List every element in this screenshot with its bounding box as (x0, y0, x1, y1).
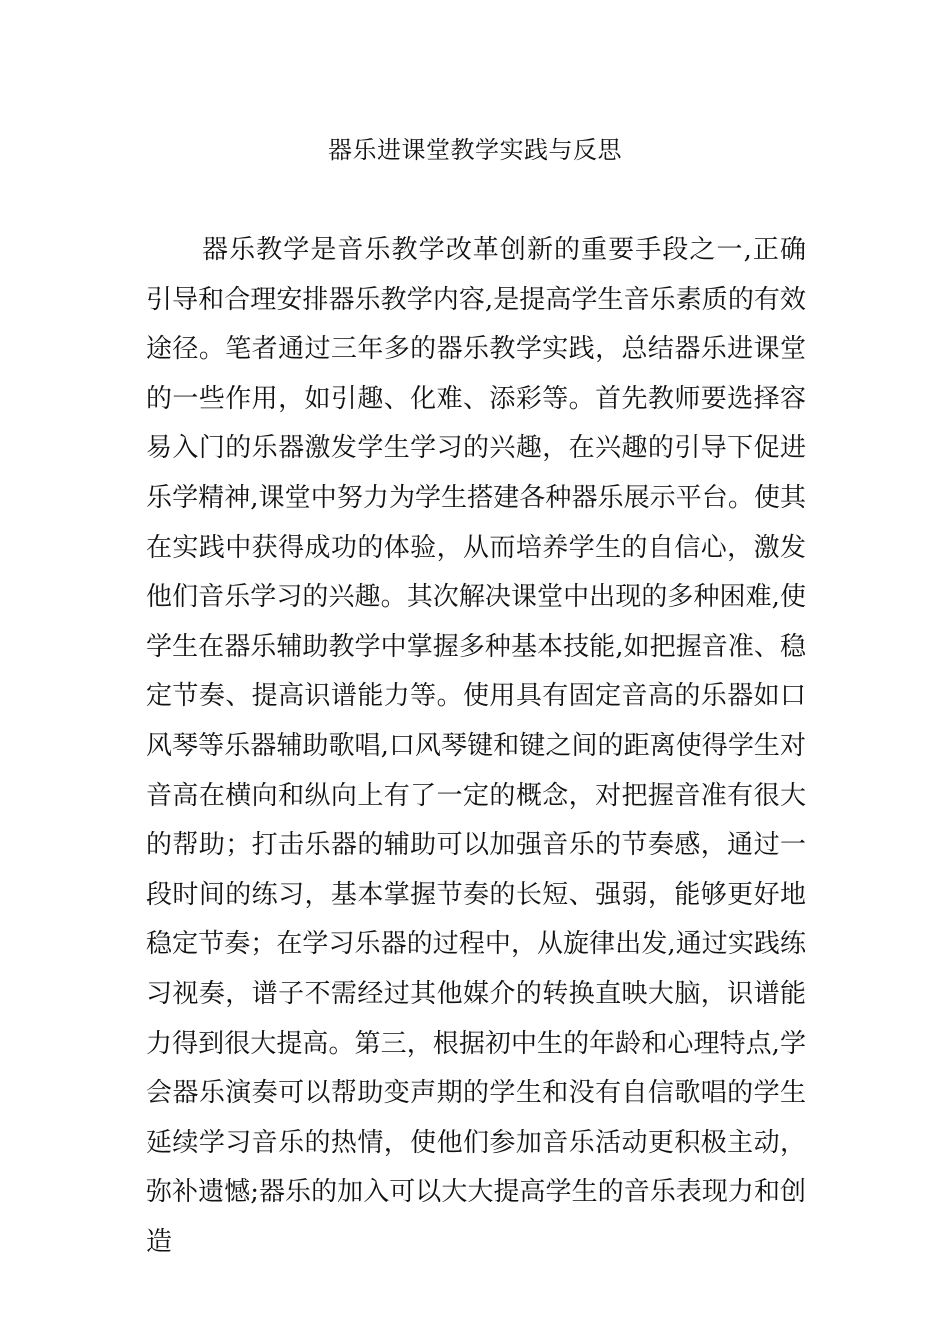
body-paragraph: 器乐教学是音乐教学改革创新的重要手段之一,正确引导和合理安排器乐教学内容,是提高学生音乐素质的有效途径。笔者通过三年多的器乐教学实践，总结器乐进课堂的一些作用，如引趣、化难、添彩等。首先教师要选择容易入门的乐器激发学生学习的兴趣，在兴趣的引导下促进乐学精神,课堂中努力为学生搭建各种器乐展示平台。使其在实践中获得成功的体验，从而培养学生的自信心，激发他们音乐学习的兴趣。其次解决课堂中出现的多种困难,使学生在器乐辅助教学中掌握多种基本技能,如把握音准、稳定节奏、提高识谱能力等。使用具有固定音高的乐器如口风琴等乐器辅助歌唱,口风琴键和键之间的距离使得学生对音高在横向和纵向上有了一定的概念，对把握音准有很大的帮助；打击乐器的辅助可以加强音乐的节奏感，通过一段时间的练习，基本掌握节奏的长短、强弱，能够更好地稳定节奏；在学习乐器的过程中，从旋律出发,通过实践练习视奏，谱子不需经过其他媒介的转换直映大脑，识谱能力得到很大提高。第三，根据初中生的年龄和心理特点,学会器乐演奏可以帮助变声期的学生和没有自信歌唱的学生延续学习音乐的热情，使他们参加音乐活动更积极主动，弥补遗憾;器乐的加入可以大大提高学生的音乐表现力和创造 (146, 235, 806, 1257)
document-title: 器乐进课堂教学实践与反思 (328, 136, 622, 164)
